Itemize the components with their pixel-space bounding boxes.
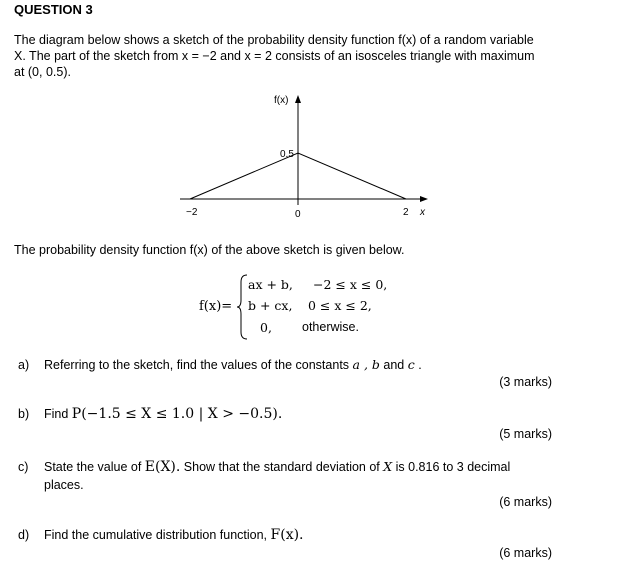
question-text-2: Show that the standard deviation of [180, 460, 384, 474]
marks-d: (6 marks) [499, 546, 552, 560]
y-axis-label: f(x) [274, 95, 289, 106]
question-c-line-2: places. [44, 478, 84, 492]
question-text-3: . [414, 358, 422, 372]
x-axis-arrow [420, 196, 428, 202]
question-math: E(X). [144, 459, 181, 475]
question-text: State the value of [44, 460, 145, 474]
case-1-expr: ax + b, [248, 277, 293, 292]
piecewise-lhs: f(x)= [199, 299, 233, 314]
question-math-2: X [383, 459, 393, 474]
question-label: b) [18, 407, 30, 421]
question-b [18, 406, 282, 422]
piecewise-brace [236, 274, 248, 340]
question-text: Find the cumulative distribution function, [44, 528, 271, 542]
question-c [18, 459, 510, 475]
question-a [18, 357, 422, 372]
question-math: a , b [352, 357, 380, 372]
question-label: c) [18, 460, 29, 474]
intro-line-2: X. The part of the sketch from x = −2 and x = 2 consists of an isosceles triangle with maximum [14, 49, 535, 63]
x-tick-label: 2 [403, 207, 409, 218]
question-math: P(−1.5 ≤ X ≤ 1.0 | X > −0.5). [71, 406, 283, 422]
pdf-sketch [170, 85, 440, 225]
question-label: d) [18, 528, 30, 542]
case-3-expr: 0, [260, 320, 272, 335]
x-tick-label: 0 [295, 209, 301, 220]
question-intro [14, 32, 574, 80]
pdf-intro-text: The probability density function f(x) of the above sketch is given below. [14, 243, 405, 257]
question-d [18, 527, 304, 543]
case-3-cond: otherwise. [302, 320, 359, 334]
y-axis-arrow [295, 95, 301, 103]
marks-a: (3 marks) [499, 375, 552, 389]
question-text: Find [44, 407, 72, 421]
marks-c: (6 marks) [499, 495, 552, 509]
question-text-3: is 0.816 to 3 decimal [392, 460, 511, 474]
marks-b: (5 marks) [499, 427, 552, 441]
case-2-expr: b + cx, [248, 298, 293, 313]
question-math-2: c [407, 357, 415, 372]
case-2-cond: 0 ≤ x ≤ 2, [308, 298, 372, 313]
question-title: QUESTION 3 [14, 2, 93, 17]
question-label: a) [18, 358, 30, 372]
intro-line-1: The diagram below shows a sketch of the probability density function f(x) of a random variable [14, 33, 534, 47]
y-tick-label: 0.5 [280, 149, 294, 160]
question-math: F(x). [270, 527, 304, 543]
question-text-2: and [379, 358, 408, 372]
case-1-cond: −2 ≤ x ≤ 0, [313, 277, 388, 292]
question-text: Referring to the sketch, find the values of the constants [44, 358, 353, 372]
x-axis-label: x [420, 207, 425, 218]
x-tick-label: −2 [186, 207, 198, 218]
intro-line-3: at (0, 0.5). [14, 65, 71, 79]
